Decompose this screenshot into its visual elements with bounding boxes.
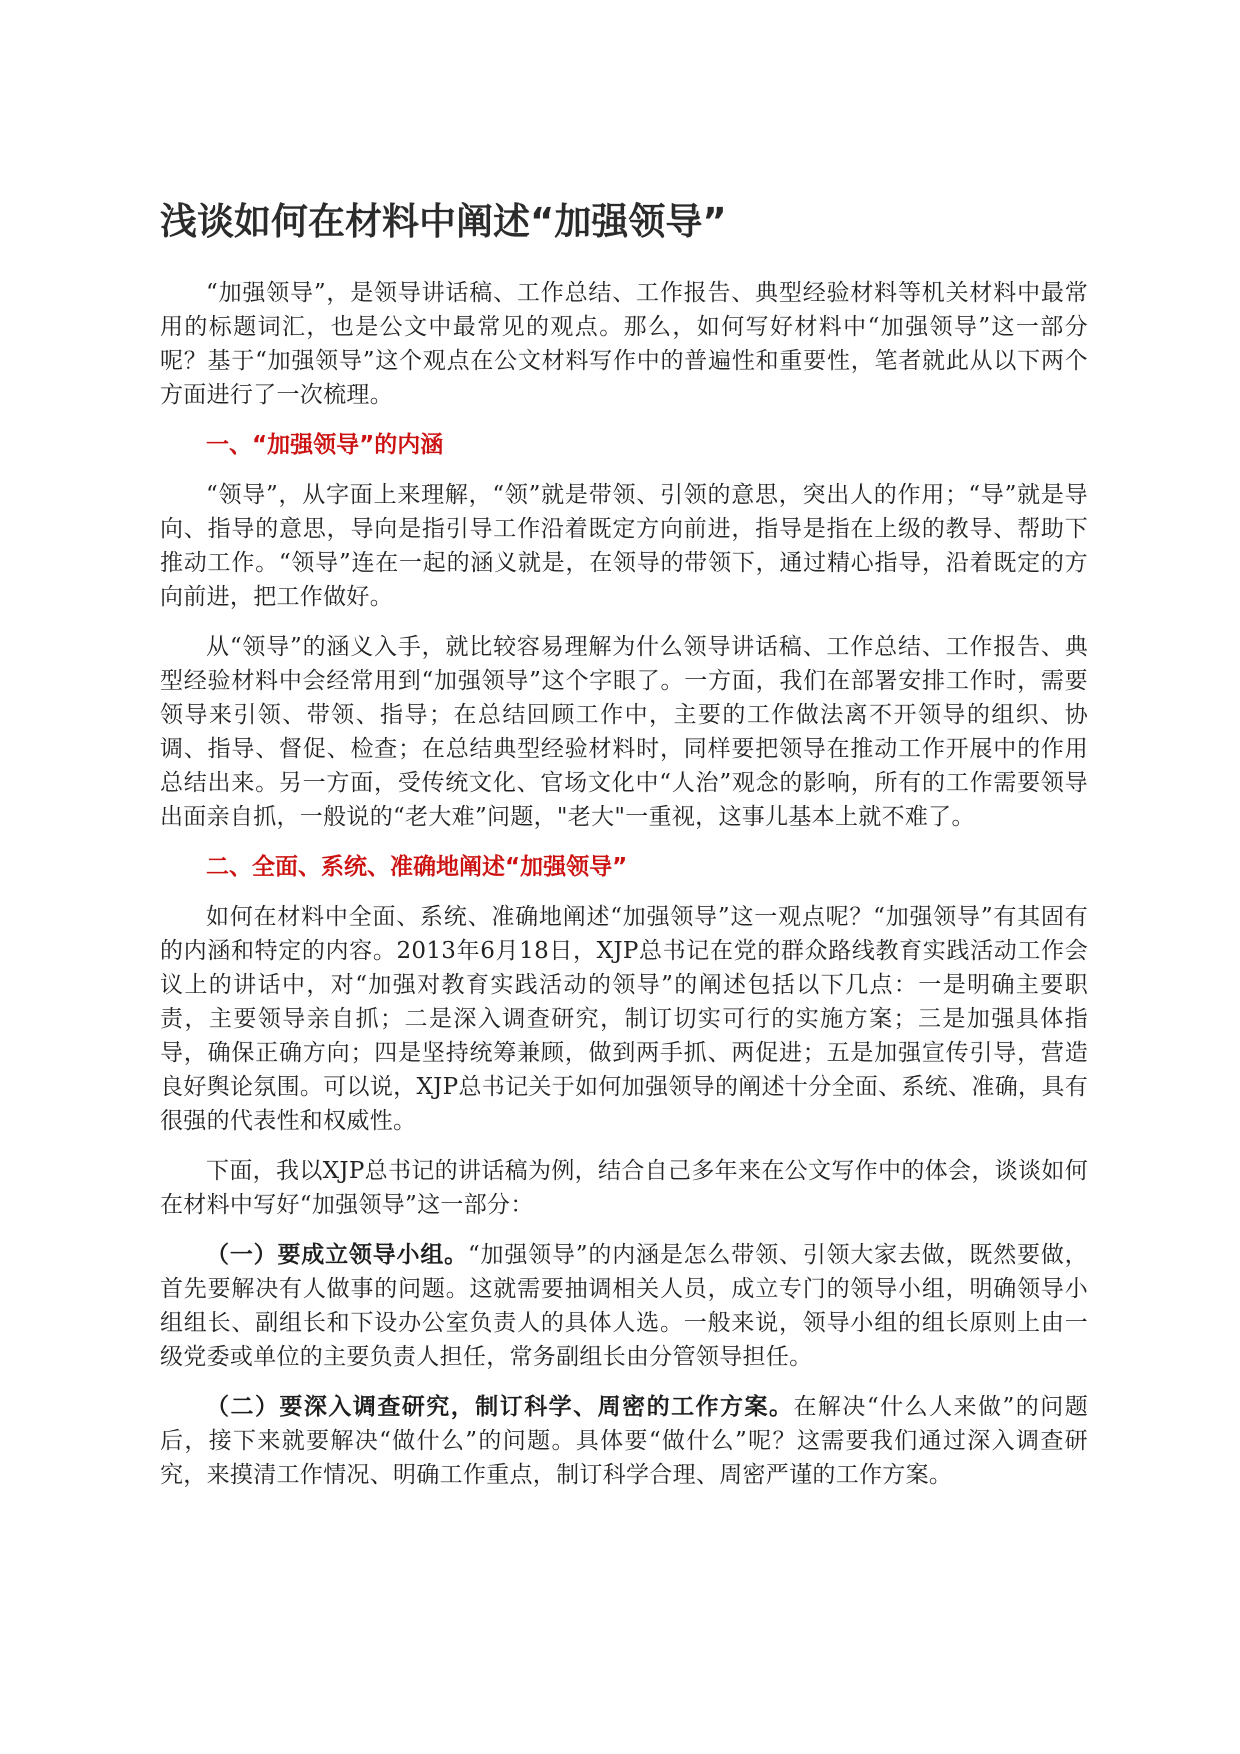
- section-heading-2: 二、全面、系统、准确地阐述“加强领导”: [206, 854, 628, 880]
- section2-paragraph-1: 如何在材料中全面、系统、准确地阐述“加强领导”这一观点呢？“加强领导”有其固有的内涵和特定的内容。2013年6月18日，XJP总书记在党的群众路线教育实践活动工作会议上的讲话中，对“加强对教育实践活动的领导”的阐述包括以下几点：一是明确主要职责，主要领导亲自抓；二是深入调查研究，制订切实可行的实施方案；三是加强具体指导，确保正确方向；四是坚持统筹兼顾，做到两手抓、两促进；五是加强宣传引导，营造良好舆论氛围。可以说，XJP总书记关于如何加强领导的阐述十分全面、系统、准确，具有很强的代表性和权威性。: [160, 904, 1088, 1134]
- section1-paragraph-2: 从“领导”的涵义入手，就比较容易理解为什么领导讲话稿、工作总结、工作报告、典型经验材料中会经常用到“加强领导”这个字眼了。一方面，我们在部署安排工作时，需要领导来引领、带领、指导；在总结回顾工作中，主要的工作做法离不开领导的组织、协调、指导、督促、检查；在总结典型经验材料时，同样要把领导在推动工作开展中的作用总结出来。另一方面，受传统文化、官场文化中“人治”观念的影响，所有的工作需要领导出面亲自抓，一般说的“老大难”问题，"老大"一重视，这事儿基本上就不难了。: [160, 634, 1088, 830]
- intro-paragraph: “加强领导”，是领导讲话稿、工作总结、工作报告、典型经验材料等机关材料中最常用的标题词汇，也是公文中最常见的观点。那么，如何写好材料中“加强领导”这一部分呢？基于“加强领导”这个观点在公文材料写作中的普遍性和重要性，笔者就此从以下两个方面进行了一次梳理。: [160, 280, 1088, 408]
- list-item-2-text: 在解决“什么人来做”的问题后，接下来就要解决“做什么”的问题。具体要“做什么”呢？这需要我们通过深入调查研究，来摸清工作情况、明确工作重点，制订科学合理、周密严谨的工作方案。: [160, 1394, 1088, 1488]
- document-title: 浅谈如何在材料中阐述“加强领导”: [160, 200, 727, 243]
- section1-paragraph-1: “领导”，从字面上来理解，“领”就是带领、引领的意思，突出人的作用；“导”就是导向、指导的意思，导向是指引导工作沿着既定方向前进，指导是指在上级的教导、帮助下推动工作。“领导”连在一起的涵义就是，在领导的带领下，通过精心指导，沿着既定的方向前进，把工作做好。: [160, 482, 1088, 610]
- list-item-1: [160, 1238, 1088, 1374]
- list-item-1-text: “加强领导”的内涵是怎么带领、引领大家去做，既然要做，首先要解决有人做事的问题。这就需要抽调相关人员，成立专门的领导小组，明确领导小组组长、副组长和下设办公室负责人的具体人选。一般来说，领导小组的组长原则上由一级党委或单位的主要负责人担任，常务副组长由分管领导担任。: [160, 1242, 1088, 1370]
- list-item-1-lead: （一）要成立领导小组。: [206, 1242, 468, 1268]
- document-body: [160, 198, 1088, 1508]
- list-item-2-lead: （二）要深入调查研究，制订科学、周密的工作方案。: [206, 1394, 794, 1420]
- section-heading-1: 一、“加强领导”的内涵: [206, 432, 444, 458]
- section2-paragraph-2: 下面，我以XJP总书记的讲话稿为例，结合自己多年来在公文写作中的体会，谈谈如何在材料中写好“加强领导”这一部分：: [160, 1158, 1088, 1218]
- list-item-2: [160, 1390, 1088, 1492]
